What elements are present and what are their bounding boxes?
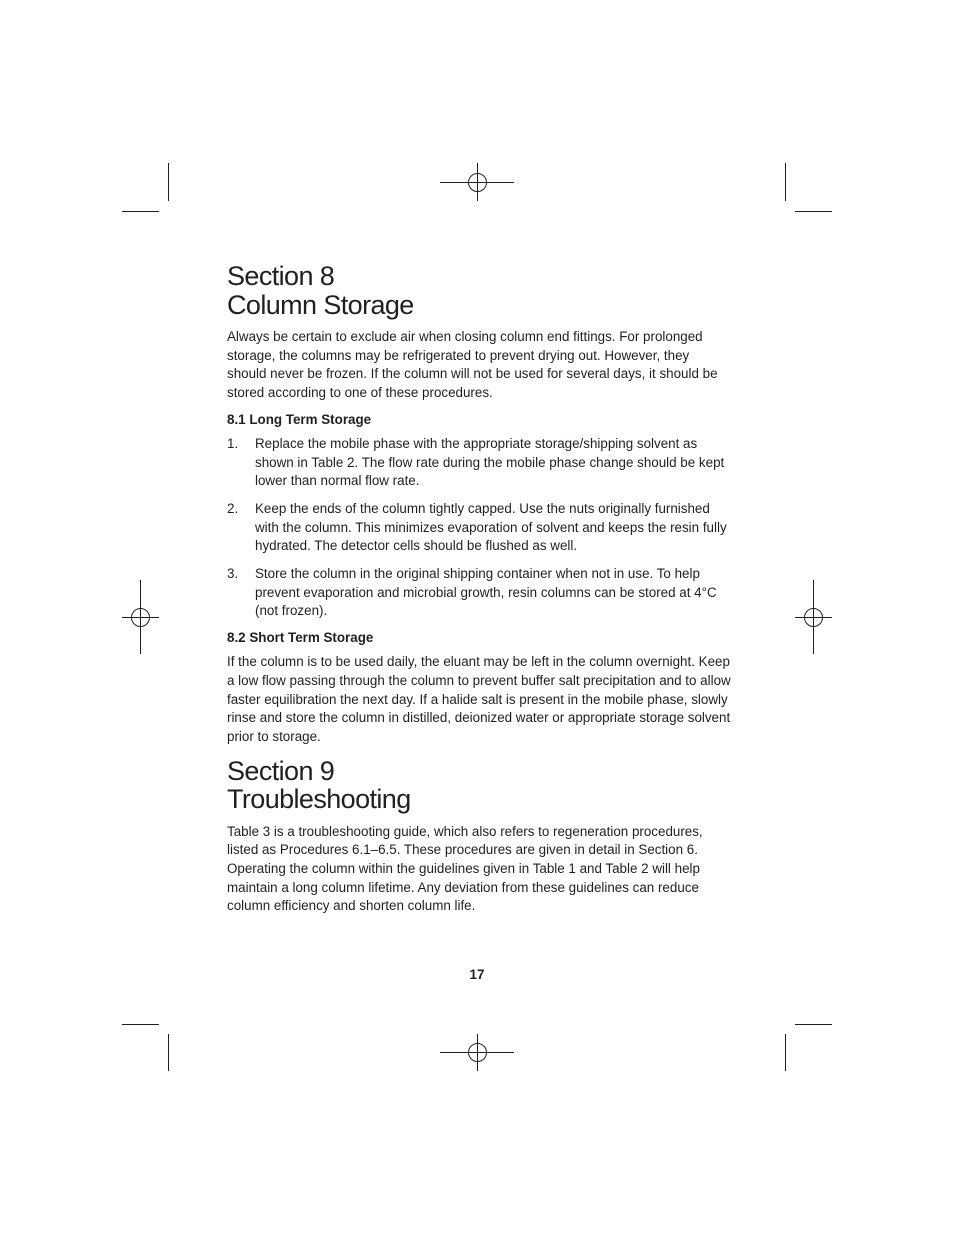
page-number: 17	[469, 967, 485, 982]
list-item-text: Replace the mobile phase with the appropriate storage/shipping solvent as shown in Table 2. The flow rate during the mobile phase change should be kept lower than normal flow rate.	[255, 435, 725, 489]
list-item	[227, 565, 731, 621]
list-item	[227, 435, 731, 491]
list-item-text: Keep the ends of the column tightly capped. Use the nuts originally furnished with the column. This minimizes evaporation of solvent and keeps the resin fully hydrated. The detector cells should be flushed as well.	[255, 500, 727, 554]
registration-mark-right	[795, 580, 832, 654]
long-term-storage-heading: 8.1 Long Term Storage	[227, 411, 372, 427]
registration-mark-bottom	[440, 1034, 514, 1071]
section-8-heading-line2: Column Storage	[227, 289, 414, 320]
long-term-storage-list	[227, 435, 731, 621]
section-8-heading-line1: Section 8	[227, 261, 335, 291]
short-term-storage-heading: 8.2 Short Term Storage	[227, 630, 374, 646]
page-content	[227, 262, 731, 916]
list-item-text: Store the column in the original shipping container when not in use. To help prevent evaporation and microbial growth, resin columns can be stored at 4°C (not frozen).	[255, 566, 717, 619]
list-item-number: 3.	[227, 566, 239, 582]
list-item	[227, 500, 731, 556]
crop-mark-top-left	[122, 163, 169, 212]
section-8-heading	[227, 262, 731, 319]
section-9-intro: Table 3 is a troubleshooting guide, which also refers to regeneration procedures, listed as Procedures 6.1–6.5. These procedures are given in detail in Section 6. Operating the column within the guidelines given in Table 1 and Table 2 will help maintain a long column lifetime. Any deviation from these guidelines can reduce column efficiency and shorten column life.	[227, 823, 703, 914]
section-9-heading-line2: Troubleshooting	[227, 784, 411, 815]
crop-mark-bottom-left	[122, 1025, 169, 1072]
crop-mark-bottom-right	[786, 1025, 833, 1072]
section-8-intro: Always be certain to exclude air when closing column end fittings. For prolonged storage, the columns may be refrigerated to prevent drying out. However, they should never be frozen. If the column will not be used for several days, it should be stored according to one of these procedures.	[227, 329, 718, 401]
crop-mark-top-right	[786, 163, 833, 212]
list-item-number: 2.	[227, 500, 239, 516]
registration-mark-top	[440, 163, 514, 201]
section-9-heading	[227, 757, 731, 814]
list-item-number: 1.	[227, 435, 239, 451]
section-9-heading-line1: Section 9	[227, 755, 335, 786]
registration-mark-left	[122, 580, 159, 654]
short-term-storage-text: If the column is to be used daily, the eluant may be left in the column overnight. Keep a low flow passing through the column to prevent buffer salt precipitation and to allow faster equilibration the next day. If a halide salt is present in the mobile phase, slowly rinse and store the column in distilled, deionized water or appropriate storage solvent prior to storage.	[227, 654, 731, 744]
